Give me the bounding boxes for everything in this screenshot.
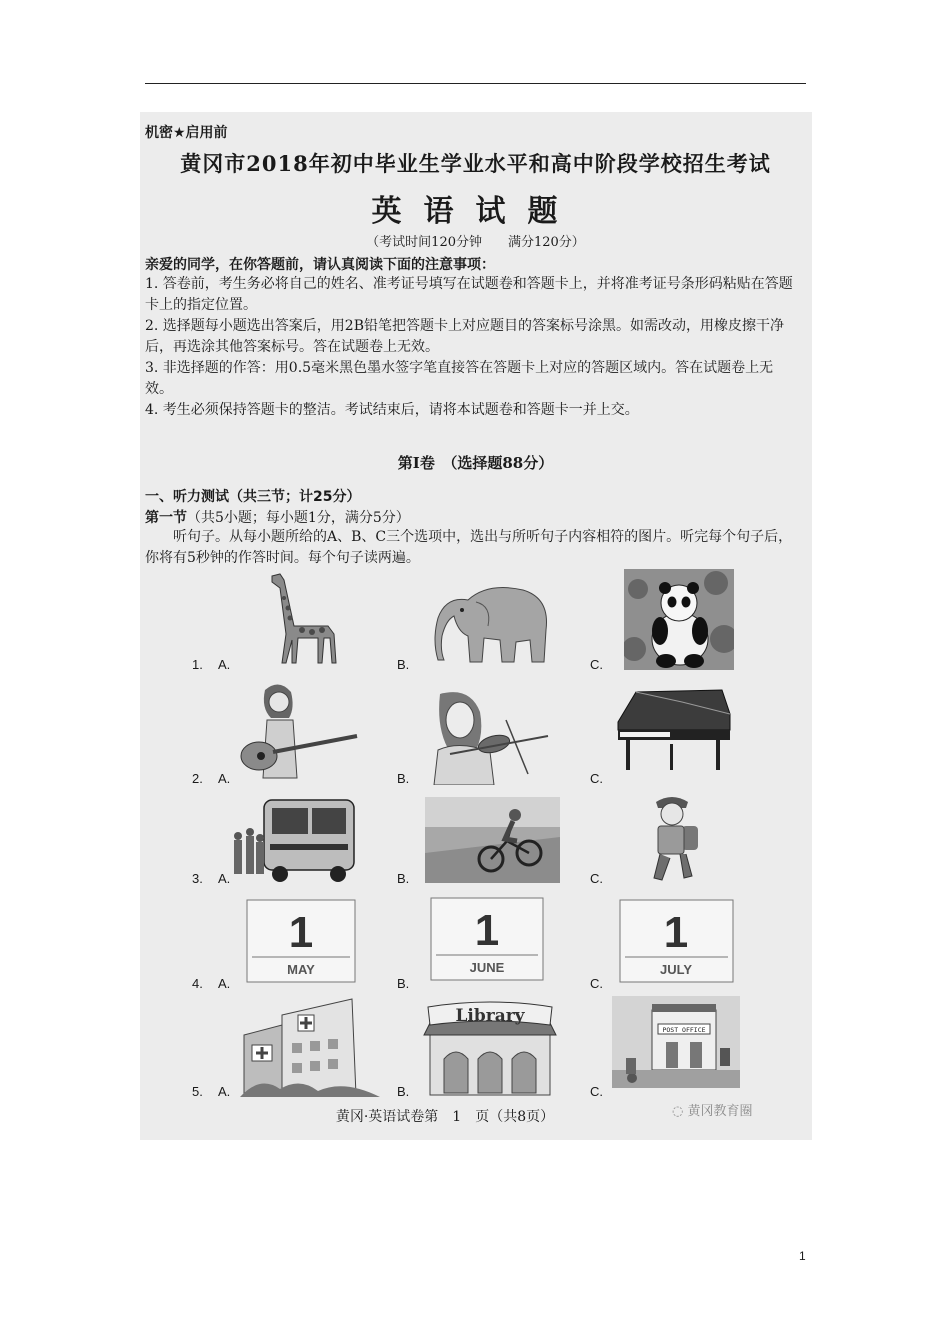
violin-player-icon xyxy=(410,690,555,785)
notice-item: 1. 答卷前，考生务必将自己的姓名、准考证号填写在试题卷和答题卡上，并将准考证号条形码粘贴在答题卡上的指定位置。 xyxy=(145,276,793,313)
option-label: C. xyxy=(590,771,603,786)
subsection-title xyxy=(145,507,410,527)
exam-title: 黄冈市2018年初中毕业生学业水平和高中阶段学校招生考试 xyxy=(180,151,771,176)
subsection-info: （共5小题；每小题1分，满分5分） xyxy=(187,510,410,526)
option-label: C. xyxy=(590,871,603,886)
option-label: C. xyxy=(590,657,603,672)
watermark-text: 黄冈教育圈 xyxy=(687,1104,753,1119)
post-office-sign: POST OFFICE xyxy=(662,1026,706,1034)
calendar-month: JUNE xyxy=(469,960,505,975)
notice-greeting: 亲爱的同学，在你答题前，请认真阅读下面的注意事项： xyxy=(145,257,495,273)
cyclist-icon xyxy=(425,797,560,883)
calendar-day: 1 xyxy=(663,908,689,957)
post-office-icon xyxy=(612,996,740,1088)
option-label: B. xyxy=(397,976,410,991)
question-number: 1. xyxy=(192,657,203,672)
piano-icon xyxy=(612,688,736,774)
calendar-month: MAY xyxy=(287,962,315,977)
option-label: A. xyxy=(218,771,231,786)
panda-icon xyxy=(624,569,734,670)
page-footer: 黄冈·英语试卷第 1 页（共8页） xyxy=(335,1109,555,1125)
guitar-player-icon xyxy=(235,678,363,784)
option-label: B. xyxy=(397,657,410,672)
notice-item: 4. 考生必须保持答题卡的整洁。考试结束后，请将本试题卷和答题卡一并上交。 xyxy=(145,402,639,418)
option-label: A. xyxy=(218,976,231,991)
calendar-day: 1 xyxy=(474,906,500,955)
notice-item: 3. 非选择题的作答：用0.5毫米黑色墨水签字笔直接答在答题卡上对应的答题区域内。答在试题卷上无效。 xyxy=(145,360,774,397)
question-number: 3. xyxy=(192,871,203,886)
library-icon xyxy=(420,997,560,1097)
walking-boy-icon xyxy=(642,792,704,887)
subject-title: 英语试题 xyxy=(371,194,580,229)
question-number: 4. xyxy=(192,976,203,991)
elephant-icon xyxy=(428,580,556,666)
calendar-icon xyxy=(430,897,544,981)
calendar-day: 1 xyxy=(288,908,314,957)
question-number: 2. xyxy=(192,771,203,786)
option-label: A. xyxy=(218,657,231,672)
option-label: C. xyxy=(590,976,603,991)
wechat-icon: ◌ xyxy=(672,1104,688,1119)
hospital-icon xyxy=(240,995,382,1097)
notice-item: 2. 选择题每小题选出答案后，用2B铅笔把答题卡上对应题目的答案标号涂黑。如需改动，用橡皮擦干净后，再选涂其他答案标号。答在试题卷上无效。 xyxy=(145,318,785,355)
watermark xyxy=(672,1100,753,1119)
option-label: A. xyxy=(218,1084,231,1099)
part-title: 一、听力测试（共三节；计25分） xyxy=(145,489,361,505)
option-label: A. xyxy=(218,871,231,886)
option-label: C. xyxy=(590,1084,603,1099)
top-rule xyxy=(145,83,806,84)
section-title: 第Ⅰ卷 （选择题88分） xyxy=(397,454,554,472)
question-number: 5. xyxy=(192,1084,203,1099)
confidential-label: 机密★启用前 xyxy=(145,125,228,141)
giraffe-icon xyxy=(250,568,360,666)
option-label: B. xyxy=(397,871,410,886)
time-info: （考试时间120分钟 满分120分） xyxy=(366,235,585,250)
page-number: 1 xyxy=(799,1249,806,1263)
library-sign: Library xyxy=(455,1006,525,1026)
school-bus-icon xyxy=(230,794,360,884)
option-label: B. xyxy=(397,1084,410,1099)
calendar-icon xyxy=(619,899,734,983)
subsection-label: 第一节 xyxy=(145,510,187,526)
option-label: B. xyxy=(397,771,410,786)
listening-instruction: 听句子。从每小题所给的A、B、C三个选项中，选出与所听句子内容相符的图片。听完每个句子后，你将有5秒钟的作答时间。每个句子读两遍。 xyxy=(145,529,793,566)
calendar-icon xyxy=(246,899,356,983)
calendar-month: JULY xyxy=(659,962,693,977)
